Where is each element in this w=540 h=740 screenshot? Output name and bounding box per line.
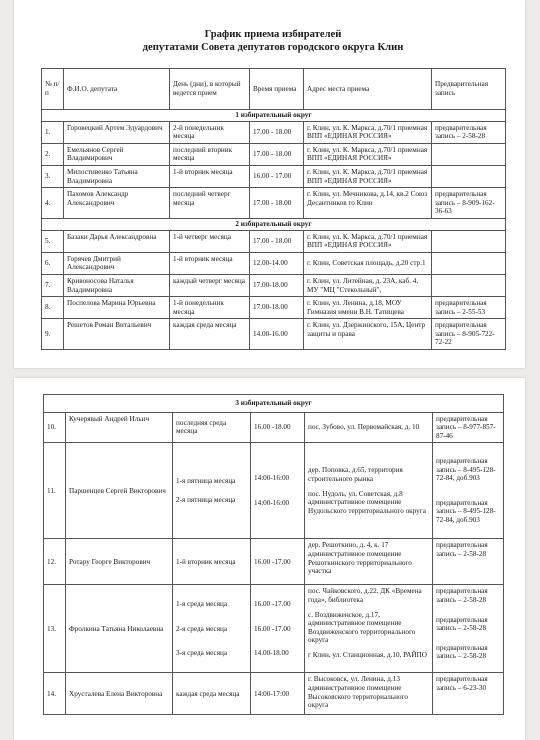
header-num: № п/п xyxy=(42,69,64,110)
row-day xyxy=(173,443,251,539)
table-row xyxy=(44,443,504,539)
row-address: г. Клин, Советская площадь, д.20 стр.1 xyxy=(304,252,432,274)
row-address: г. Клин, ул. Ленина, д.18, МОУ Гимназия имени В.Н. Татищева xyxy=(304,297,432,319)
row-time-1: 14:00-16:00 xyxy=(254,474,290,483)
row-time: 17.00-18.00 xyxy=(250,274,304,296)
row-pre: предварительная запись – 8-909-162-36-63 xyxy=(432,188,506,219)
row-num: 11. xyxy=(44,443,66,539)
row-pre xyxy=(433,585,504,673)
row-day-3: 3-я среда месяца xyxy=(176,649,228,658)
row-day: каждая среда месяца xyxy=(173,673,251,715)
row-pre: предварительная запись – 8-977-857-87-46 xyxy=(433,412,504,443)
row-time-2: 16.00 -17.00 xyxy=(254,624,291,633)
row-address-1: дер. Поповка, д.65, территория строительного рынка xyxy=(308,466,403,483)
row-pre xyxy=(432,274,506,296)
row-num: 14. xyxy=(44,673,66,715)
row-num: 1. xyxy=(42,121,64,143)
row-name: Кривоносова Наталья Владимировна xyxy=(64,274,170,296)
table-row xyxy=(42,143,506,165)
row-name: Кучерявый Андрей Ильич xyxy=(66,412,173,443)
row-address-3: г Клин, ул. Станционная, д.10, РАЙПО xyxy=(308,650,427,659)
district-row xyxy=(42,110,506,122)
row-time-1: 16.00 -17.00 xyxy=(254,599,291,608)
row-day: 2-й понедельник месяца xyxy=(170,121,250,143)
row-day: 1-й вторник месяца xyxy=(173,539,251,585)
row-pre-1: предварительная запись – 2-58-28 xyxy=(436,587,488,604)
row-num: 10. xyxy=(44,412,66,443)
row-address-1: пос. Чайковского, д.22, ДК «Времена года», библиотека xyxy=(308,587,422,604)
district-1-label: 1 избирательный округ xyxy=(42,110,506,122)
row-pre xyxy=(432,252,506,274)
row-num: 2. xyxy=(42,143,64,165)
district-2-label: 2 избирательный округ xyxy=(42,218,506,230)
row-address xyxy=(305,585,433,673)
table-row xyxy=(42,230,506,252)
row-num: 12. xyxy=(44,539,66,585)
row-time: 16.00 - 17.00 xyxy=(250,165,304,187)
row-name: Горовецкий Артем Эдуардович xyxy=(64,121,170,143)
row-pre-1: предварительная запись – 8-495-128-72-84, доб.903 xyxy=(436,457,496,483)
row-address: пос. Зубово, ул. Первомайская, д. 10 xyxy=(305,412,433,443)
row-pre xyxy=(432,165,506,187)
row-time-2: 14:00-16:00 xyxy=(254,498,290,507)
row-day: каждый четверг месяца xyxy=(170,274,250,296)
row-time: 14:00-17:00 xyxy=(251,673,305,715)
document-page-1 xyxy=(14,0,525,368)
row-time: 12.00-14.00 xyxy=(250,252,304,274)
row-num: 7. xyxy=(42,274,64,296)
row-num: 3. xyxy=(42,165,64,187)
row-day: каждая среда месяца xyxy=(170,319,250,350)
row-day: 1-й вторник месяца xyxy=(170,252,250,274)
row-name: Горячев Дмитрий Александрович xyxy=(64,252,170,274)
row-name: Ротару Георге Викторович xyxy=(66,539,173,585)
district-row xyxy=(42,218,506,230)
title-line-2: депутатами Совета депутатов городского округа Клин xyxy=(142,42,404,53)
table-row xyxy=(42,188,506,219)
header-day: День (дни), в который ведется прием xyxy=(170,69,250,110)
document-title xyxy=(41,28,505,54)
header-address: Адрес места приема xyxy=(304,69,432,110)
row-pre: предварительная запись – 2-55-53 xyxy=(432,297,506,319)
row-name: Милостивенко Татьяна Владимировна xyxy=(64,165,170,187)
document-page-2 xyxy=(14,378,525,740)
header-time: Время приема xyxy=(250,69,304,110)
row-num: 9. xyxy=(42,319,64,350)
row-pre: предварительная запись – 2-58-28 xyxy=(433,539,504,585)
row-time-3: 14.00-18.00 xyxy=(254,649,289,658)
row-address-2: с. Воздвиженское, д.17, административное помещение Воздвиженского территориального округа xyxy=(308,610,416,645)
row-address: г. Клин, ул. К. Маркса, д.70/1 приемная ВПП «ЕДИНАЯ РОССИЯ» xyxy=(304,165,432,187)
table-row xyxy=(44,585,504,673)
row-time: 16.00 -17.00 xyxy=(251,539,305,585)
row-address: г. Клин, ул. К. Маркса, д.70/1 приемная ВПП «ЕДИНАЯ РОССИЯ» xyxy=(304,121,432,143)
row-name: Пахомов Александр Александрович xyxy=(64,188,170,219)
row-time: 14.00-16.00 xyxy=(250,319,304,350)
table-row xyxy=(42,297,506,319)
row-pre xyxy=(433,443,504,539)
row-day-2: 2-я среда месяца xyxy=(176,624,228,633)
header-name: Ф.И.О. депутата xyxy=(64,69,170,110)
row-address: г. Клин, ул. Литейная, д. 23А, каб. 4, МУ "МЦ "Стекольный", xyxy=(304,274,432,296)
row-address: г. Клин, ул. К. Маркса, д.70/1 приемная ВПП «ЕДИНАЯ РОССИЯ» xyxy=(304,230,432,252)
row-pre-2: предварительная запись – 2-58-28 xyxy=(436,615,488,633)
row-address: г. Клин, ул. Мечникова, д.14, кв.2 Союз Десантников го Клин xyxy=(304,188,432,219)
row-num: 13. xyxy=(44,585,66,673)
row-address xyxy=(305,443,433,539)
row-pre-3: предварительная запись – 2-58-28 xyxy=(436,643,488,661)
row-pre-2: предварительная запись – 8-495-128-72-84, доб.903 xyxy=(436,498,496,525)
row-day: 1-й вторник месяца xyxy=(170,165,250,187)
row-pre xyxy=(432,230,506,252)
row-address: дер. Решоткино, д. 4, к. 17 административное помещение Решоткинского территориального участка xyxy=(305,539,433,585)
row-pre: предварительная запись – 2-58-28 xyxy=(432,121,506,143)
table-row xyxy=(42,319,506,350)
row-time xyxy=(251,443,305,539)
row-day: последний четверг месяца xyxy=(170,188,250,219)
row-num: 5. xyxy=(42,230,64,252)
district-row xyxy=(44,395,504,413)
row-name: Паршенцев Сергей Викторович xyxy=(66,443,173,539)
row-time: 16.00 -18.00 xyxy=(251,412,305,443)
district-3-label: 3 избирательный округ xyxy=(44,395,504,413)
row-time: 17.00 - 18.00 xyxy=(250,143,304,165)
table-header-row xyxy=(42,69,506,110)
row-day: 1-й понедельник месяца xyxy=(170,297,250,319)
table-row xyxy=(44,673,504,715)
row-name: Емельянов Сергей Владимирович xyxy=(64,143,170,165)
row-address: г. Клин, ул. Дзержинского, 15А, Центр защиты и права xyxy=(304,319,432,350)
schedule-table-part-1 xyxy=(41,68,506,350)
row-day-1: 1-я пятница месяца xyxy=(176,476,236,485)
table-row xyxy=(42,165,506,187)
row-day-2: 2-я пятница месяца xyxy=(176,496,236,505)
table-row xyxy=(42,252,506,274)
table-row xyxy=(44,539,504,585)
table-row xyxy=(44,412,504,443)
row-time: 17.00-18.00 xyxy=(250,297,304,319)
row-name: Базаки Дарья Александровна xyxy=(64,230,170,252)
row-time: 17.00 - 18.00 xyxy=(250,121,304,143)
title-line-1: График приема избирателей xyxy=(204,29,342,40)
row-pre: предварительная запись – 6-23-30 xyxy=(433,673,504,715)
row-pre: предварительная запись – 8-905-722-72-22 xyxy=(432,319,506,350)
row-day: 1-й четверг месяца xyxy=(170,230,250,252)
row-time xyxy=(251,585,305,673)
row-day: последний вторник месяца xyxy=(170,143,250,165)
row-pre xyxy=(432,143,506,165)
row-name: Решетов Роман Витальевич xyxy=(64,319,170,350)
row-num: 6. xyxy=(42,252,64,274)
table-row xyxy=(42,274,506,296)
row-address: г. Клин, ул. К. Маркса, д.70/1 приемная ВПП «ЕДИНАЯ РОССИЯ» xyxy=(304,143,432,165)
row-name: Фролкина Татьяна Николаевна xyxy=(66,585,173,673)
row-time: 17.00 - 18.00 xyxy=(250,188,304,219)
row-address: г. Высоковск, ул. Ленина, д.13 административное помещение Высоковского территориального округа xyxy=(305,673,433,715)
schedule-table-part-2 xyxy=(43,394,504,715)
row-name: Поспелова Марина Юрьевна xyxy=(64,297,170,319)
row-day-1: 1-я среда месяца xyxy=(176,599,228,608)
table-row xyxy=(42,121,506,143)
row-address-2: пос. Нудоль, ул. Советская, д.8 административное помещение Нудольского территориального округа xyxy=(308,489,426,515)
header-pre: Предварительная запись xyxy=(432,69,506,110)
row-day: последняя среда месяца xyxy=(173,412,251,443)
row-num: 4. xyxy=(42,188,64,219)
row-time: 17.00 - 18.00 xyxy=(250,230,304,252)
row-num: 8. xyxy=(42,297,64,319)
row-day xyxy=(173,585,251,673)
row-name: Хрусталева Елена Викторовна xyxy=(66,673,173,715)
